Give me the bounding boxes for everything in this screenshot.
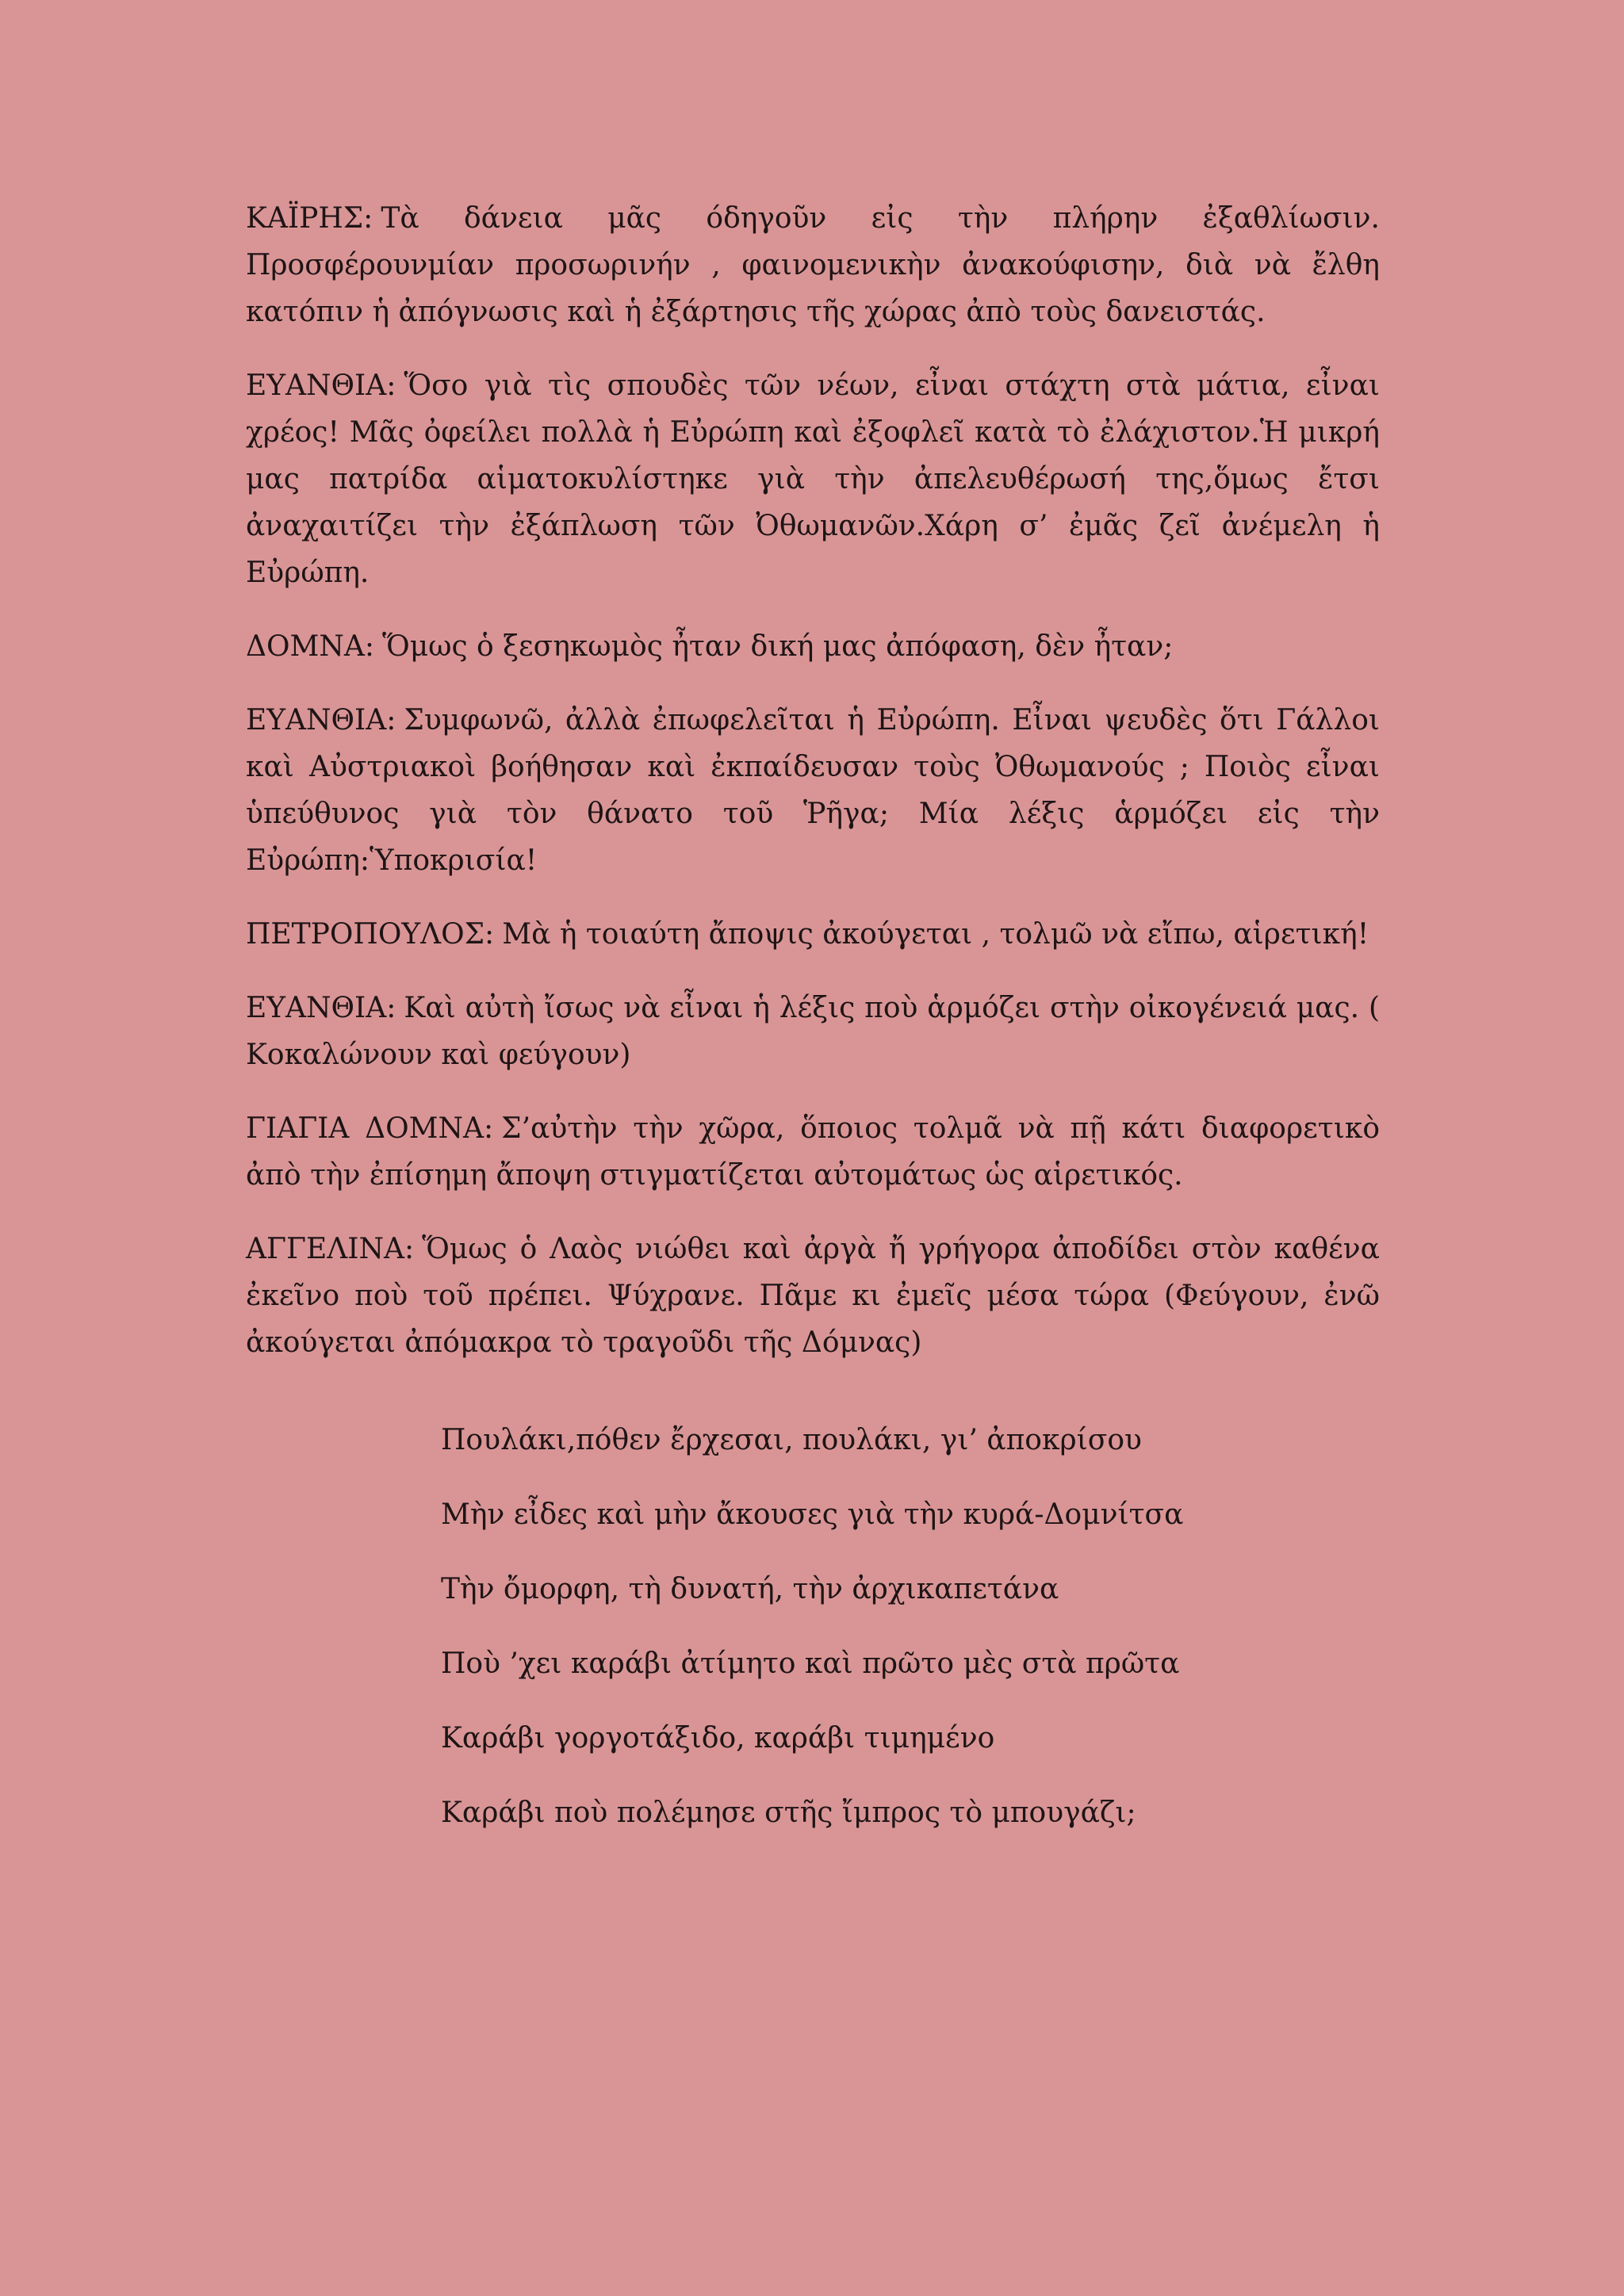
dialogue-paragraph	[246, 195, 1380, 335]
dialogue-text: Σ’αὐτὴν τὴν χῶρα, ὅποιος τολμᾶ νὰ πῇ κάτι διαφορετικὸ ἀπὸ τὴν ἐπίσημη ἄποψη στιγματίζεται αὐτομάτως ὡς αἱρετικός.	[246, 1112, 1380, 1192]
verse-line: Πουλάκι,πόθεν ἔρχεσαι, πουλάκι, γι’ ἀποκρίσου	[441, 1424, 1142, 1456]
verse-line: Ποὺ ’χει καράβι ἀτίμητο καὶ πρῶτο μὲς στὰ πρῶτα	[441, 1647, 1180, 1680]
verse-line: Καράβι γοργοτάξιδο, καράβι τιμημένο	[441, 1722, 995, 1755]
dialogue-text: Συμφωνῶ, ἀλλὰ ἐπωφελεῖται ἡ Εὐρώπη. Εἶναι ψευδὲς ὅτι Γάλλοι καὶ Αὐστριακοὶ βοήθησαν καὶ ἐκπαίδευσαν τοὺς Ὀθωμανούς ; Ποιὸς εἶναι ὑπεύθυνος γιὰ τὸν θάνατο τοῦ Ῥῆγα; Μία λέξις ἁρμόζει εἰς τὴν Εὐρώπη:Ὑποκρισία!	[246, 704, 1380, 877]
speaker-name: ΕΥΑΝΘΙΑ:	[246, 704, 396, 737]
verse-line: Τὴν ὄμορφη, τὴ δυνατή, τὴν ἀρχικαπετάνα	[441, 1573, 1059, 1605]
dialogue-paragraph	[246, 697, 1380, 884]
dialogue-text: Ὅμως ὁ Λαὸς νιώθει καὶ ἀργὰ ἤ γρήγορα ἀποδίδει στὸν καθένα ἐκεῖνο ποὺ τοῦ πρέπει. Ψύχρανε. Πᾶμε κι ἐμεῖς μέσα τώρα (Φεύγουν, ἐνῶ ἀκούγεται ἀπόμακρα τὸ τραγοῦδι τῆς Δόμνας)	[246, 1233, 1380, 1359]
verse-line: Μὴν εἶδες καὶ μὴν ἄκουσες γιὰ τὴν κυρά-Δομνίτσα	[441, 1498, 1184, 1531]
dialogue-section	[246, 195, 1380, 1393]
dialogue-paragraph	[246, 1105, 1380, 1199]
speaker-name: ΑΓΓΕΛΙΝΑ:	[246, 1233, 415, 1265]
dialogue-text: Ὅσο γιὰ τὶς σπουδὲς τῶν νέων, εἶναι στάχτη στὰ μάτια, εἶναι χρέος! Μᾶς ὀφείλει πολλὰ ἡ Εὐρώπη καὶ ἐξοφλεῖ κατὰ τὸ ἐλάχιστον.Ἡ μικρή μας πατρίδα αἱματοκυλίστηκε γιὰ τὴν ἀπελευθέρωσή της,ὅμως ἔτσι ἀναχαιτίζει τὴν ἐξάπλωση τῶν Ὀθωμανῶν.Χάρη σ’ ἐμᾶς ζεῖ ἀνέμελη ἡ Εὐρώπη.	[246, 369, 1380, 589]
dialogue-text: Καὶ αὐτὴ ἴσως νὰ εἶναι ἡ λέξις ποὺ ἁρμόζει στὴν οἰκογένειά μας. ( Κοκαλώνουν καὶ φεύγουν)	[246, 992, 1380, 1071]
dialogue-text: Τὰ δάνεια μᾶς όδηγοῦν εἰς τὴν πλήρην ἐξαθλίωσιν. Προσφέρουνμίαν προσωρινήν , φαινομενικὴν ἀνακούφισην, διὰ νὰ ἔλθη κατόπιν ἡ ἀπόγνωσις καὶ ἡ ἐξάρτησις τῆς χώρας ἀπὸ τοὺς δανειστάς.	[246, 202, 1380, 328]
dialogue-text: Μὰ ἡ τοιαύτη ἄποψις ἀκούγεται , τολμῶ νὰ εἴπω, αἱρετική!	[502, 918, 1369, 951]
speaker-name: ΕΥΑΝΘΙΑ:	[246, 992, 396, 1024]
speaker-name: ΠΕΤΡΟΠΟΥΛΟΣ:	[246, 918, 495, 951]
dialogue-paragraph	[246, 985, 1380, 1078]
song-verse	[441, 1417, 1313, 1864]
dialogue-text: Ὅμως ὁ ξεσηκωμὸς ἦταν δική μας ἀπόφαση, δὲν ἦταν;	[382, 630, 1174, 663]
speaker-name: ΓΙΑΓΙΑ ΔΟΜΝΑ:	[246, 1112, 494, 1145]
dialogue-paragraph	[246, 623, 1380, 670]
dialogue-paragraph	[246, 911, 1380, 958]
speaker-name: ΔΟΜΝΑ:	[246, 630, 374, 663]
speaker-name: ΕΥΑΝΘΙΑ:	[246, 369, 396, 402]
speaker-name: ΚΑΪΡΗΣ:	[246, 202, 373, 235]
dialogue-paragraph	[246, 1226, 1380, 1366]
verse-line: Καράβι ποὺ πολέμησε στῆς ἴμπρος τὸ μπουγάζι;	[441, 1797, 1136, 1829]
dialogue-paragraph	[246, 362, 1380, 596]
